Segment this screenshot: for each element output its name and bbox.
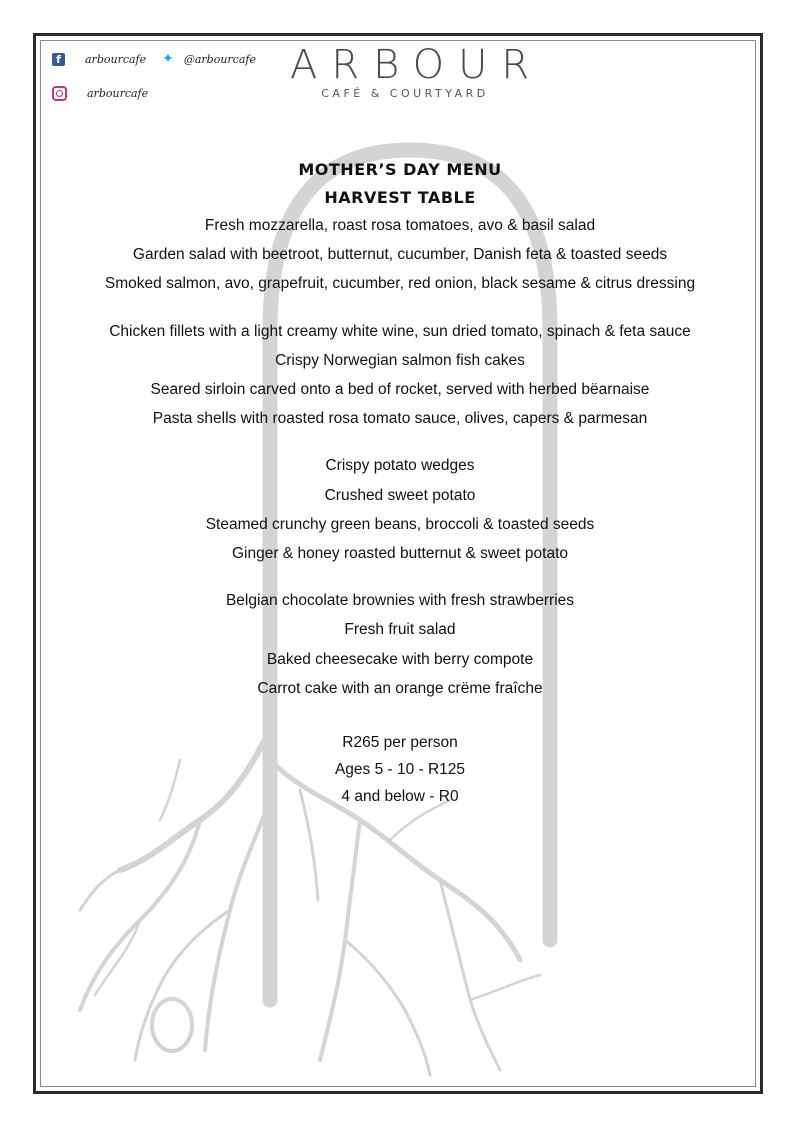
instagram-handle: arbourcafe: [87, 87, 149, 100]
menu-content: [40, 155, 760, 810]
menu-group-salads: [40, 211, 760, 299]
menu-item: Pasta shells with roasted rosa tomato sauce, olives, capers & parmesan: [152, 410, 648, 428]
menu-title: MOTHER’S DAY MENU: [298, 160, 502, 179]
facebook-handle: arbourcafe: [85, 52, 147, 66]
price-child: Ages 5 - 10 - R125: [334, 761, 466, 779]
menu-item: Smoked salmon, avo, grapefruit, cucumber, red onion, black sesame & citrus dressing: [104, 275, 696, 293]
menu-item: Fresh mozzarella, roast rosa tomatoes, avo & basil salad: [204, 217, 596, 234]
menu-item: Crispy Norwegian salmon fish cakes: [275, 351, 525, 369]
arbour-logo: [290, 42, 544, 104]
facebook-icon: f: [52, 53, 65, 66]
menu-item: Ginger & honey roasted butternut & sweet potato: [231, 545, 569, 563]
menu-item: Crushed sweet potato: [324, 486, 476, 504]
instagram-icon: [52, 86, 67, 101]
menu-item: Fresh fruit salad: [344, 621, 456, 639]
menu-item: Baked cheesecake with berry compote: [266, 650, 534, 668]
menu-subtitle: HARVEST TABLE: [324, 188, 476, 207]
price-infant: 4 and below - R0: [341, 788, 459, 806]
menu-group-desserts: [40, 586, 760, 703]
logo-wordmark: ARBOUR: [290, 42, 544, 88]
menu-item: Carrot cake with an orange crëme fraîche: [257, 679, 543, 697]
menu-item: Seared sirloin carved onto a bed of rocket, served with herbed bëarnaise: [150, 381, 650, 399]
menu-item: Crispy potato wedges: [325, 457, 475, 475]
price-adult: R265 per person: [342, 734, 458, 752]
menu-item: Steamed crunchy green beans, broccoli & toasted seeds: [205, 515, 595, 533]
menu-group-sides: [40, 451, 760, 568]
menu-item: Chicken fillets with a light creamy white wine, sun dried tomato, spinach & feta sauce: [109, 322, 691, 340]
pricing-block: [40, 729, 760, 810]
twitter-icon: ✦: [162, 51, 174, 67]
menu-item: Garden salad with beetroot, butternut, cucumber, Danish feta & toasted seeds: [132, 246, 668, 264]
menu-group-mains: [40, 317, 760, 434]
facebook-link[interactable]: [52, 51, 256, 67]
twitter-handle: @arbourcafe: [183, 52, 256, 66]
logo-subtitle: CAFÉ & COURTYARD: [321, 87, 489, 100]
menu-item: Belgian chocolate brownies with fresh strawberries: [225, 592, 575, 610]
instagram-link[interactable]: [52, 86, 148, 101]
